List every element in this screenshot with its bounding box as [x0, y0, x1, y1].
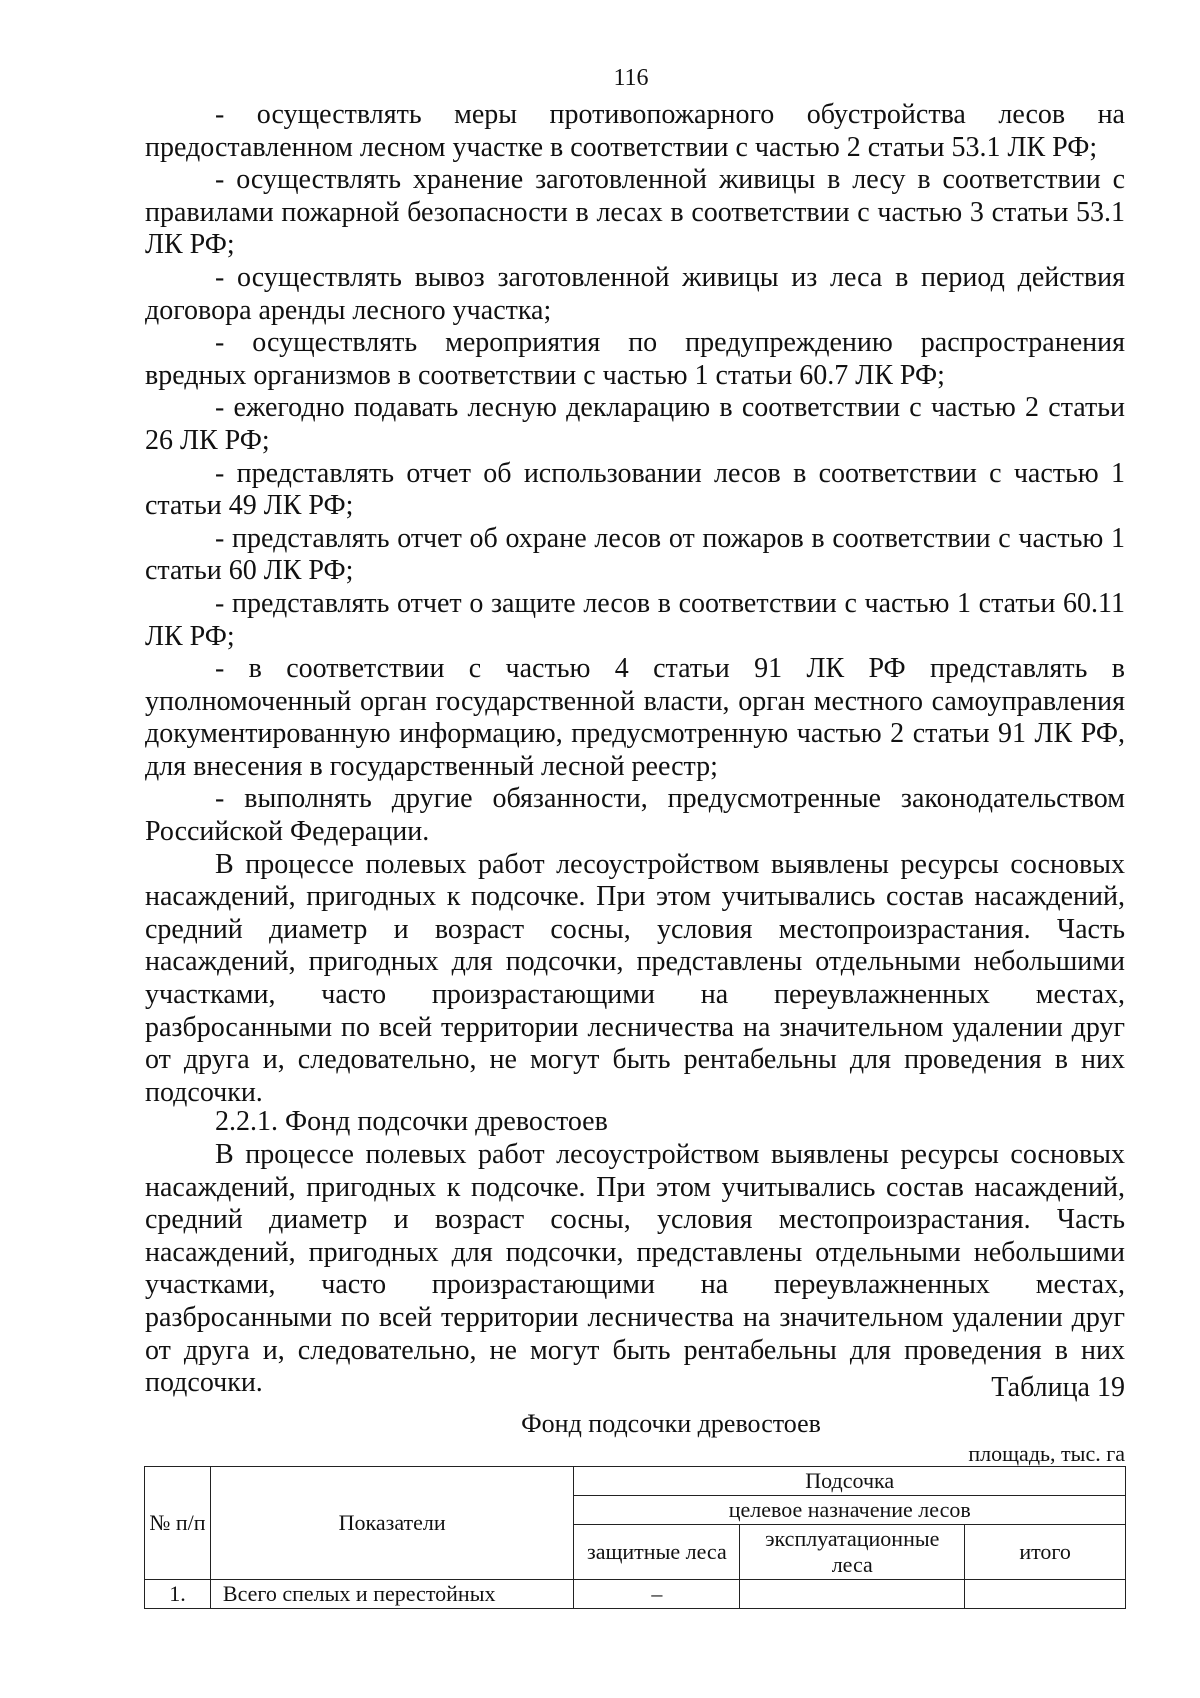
paragraph: - выполнять другие обязанности, предусмотренные законодательством Российской Федерации.: [145, 783, 1125, 848]
cell-indicator: Всего спелых и перестойных: [210, 1580, 574, 1609]
paragraph: - представлять отчет об охране лесов от пожаров в соответствии с частью 1 статьи 60 ЛК РФ;: [145, 522, 1125, 587]
cell-num: 1.: [145, 1580, 211, 1609]
paragraph: - представлять отчет о защите лесов в соответствии с частью 1 статьи 60.11 ЛК РФ;: [145, 587, 1125, 652]
paragraph: - осуществлять вывоз заготовленной живицы из леса в период действия договора аренды лесного участка;: [145, 261, 1125, 326]
data-table: [144, 1466, 1126, 1609]
header-protective: защитные леса: [574, 1525, 740, 1580]
table-label: Таблица 19: [991, 1372, 1125, 1403]
paragraph: - осуществлять меры противопожарного обустройства лесов на предоставленном лесном участке в соответствии с частью 2 статьи 53.1 ЛК РФ;: [145, 99, 1125, 163]
cell-total: [965, 1580, 1126, 1609]
header-indicator: Показатели: [210, 1467, 574, 1580]
header-num: № п/п: [145, 1467, 211, 1580]
paragraph: В процессе полевых работ лесоустройством выявлены ресурсы сосновых насаждений, пригодных к подсочке. При этом учитывались состав насаждений, средний диаметр и возраст сосны, условия местопроизрастания. Часть насаждений, пригодных для подсочки, представлены отдельными небольшими участками, часто произрастающими на переувлажненных местах, разбросанными по всей территории лесничества на значительном удалении друг от друга и, следовательно, не могут быть рентабельны для проведения в них подсочки.: [145, 1139, 1125, 1399]
header-group: Подсочка: [574, 1467, 1126, 1496]
paragraph: - в соответствии с частью 4 статьи 91 ЛК РФ представлять в уполномоченный орган государственной власти, орган местного самоуправления документированную информацию, предусмотренную частью 2 статьи 91 ЛК РФ, для внесения в государственный лесной реестр;: [145, 653, 1125, 782]
header-exploitation: эксплуатационные леса: [740, 1525, 965, 1580]
cell-protective: –: [574, 1580, 740, 1609]
section-body-text: [145, 1139, 1125, 1400]
paragraph: В процессе полевых работ лесоустройством выявлены ресурсы сосновых насаждений, пригодных к подсочке. При этом учитывались состав насаждений, средний диаметр и возраст сосны, условия местопроизрастания. Часть насаждений, пригодных для подсочки, представлены отдельными небольшими участками, часто произрастающими на переувлажненных местах, разбросанными по всей территории лесничества на значительном удалении друг от друга и, следовательно, не могут быть рентабельны для проведения в них подсочки.: [145, 848, 1125, 1108]
paragraph: - представлять отчет об использовании лесов в соответствии с частью 1 статьи 49 ЛК РФ;: [145, 457, 1125, 522]
page-number: 116: [613, 65, 649, 91]
table-units: площадь, тыс. га: [968, 1441, 1125, 1466]
header-subgroup: целевое назначение лесов: [574, 1496, 1126, 1525]
paragraph: - осуществлять мероприятия по предупреждению распространения вредных организмов в соответствии с частью 1 статьи 60.7 ЛК РФ;: [145, 327, 1125, 391]
table-header-row: [145, 1467, 1126, 1496]
body-text: [145, 99, 1125, 1109]
paragraph: - ежегодно подавать лесную декларацию в соответствии с частью 2 статьи 26 ЛК РФ;: [145, 392, 1125, 456]
table-row: [145, 1580, 1126, 1609]
cell-exploitation: [740, 1580, 965, 1609]
table-title: Фонд подсочки древостоев: [521, 1409, 821, 1438]
header-total: итого: [965, 1525, 1126, 1580]
paragraph: - осуществлять хранение заготовленной живицы в лесу в соответствии с правилами пожарной безопасности в лесах в соответствии с частью 3 статьи 53.1 ЛК РФ;: [145, 164, 1125, 261]
section-heading: 2.2.1. Фонд подсочки древостоев: [215, 1106, 608, 1137]
